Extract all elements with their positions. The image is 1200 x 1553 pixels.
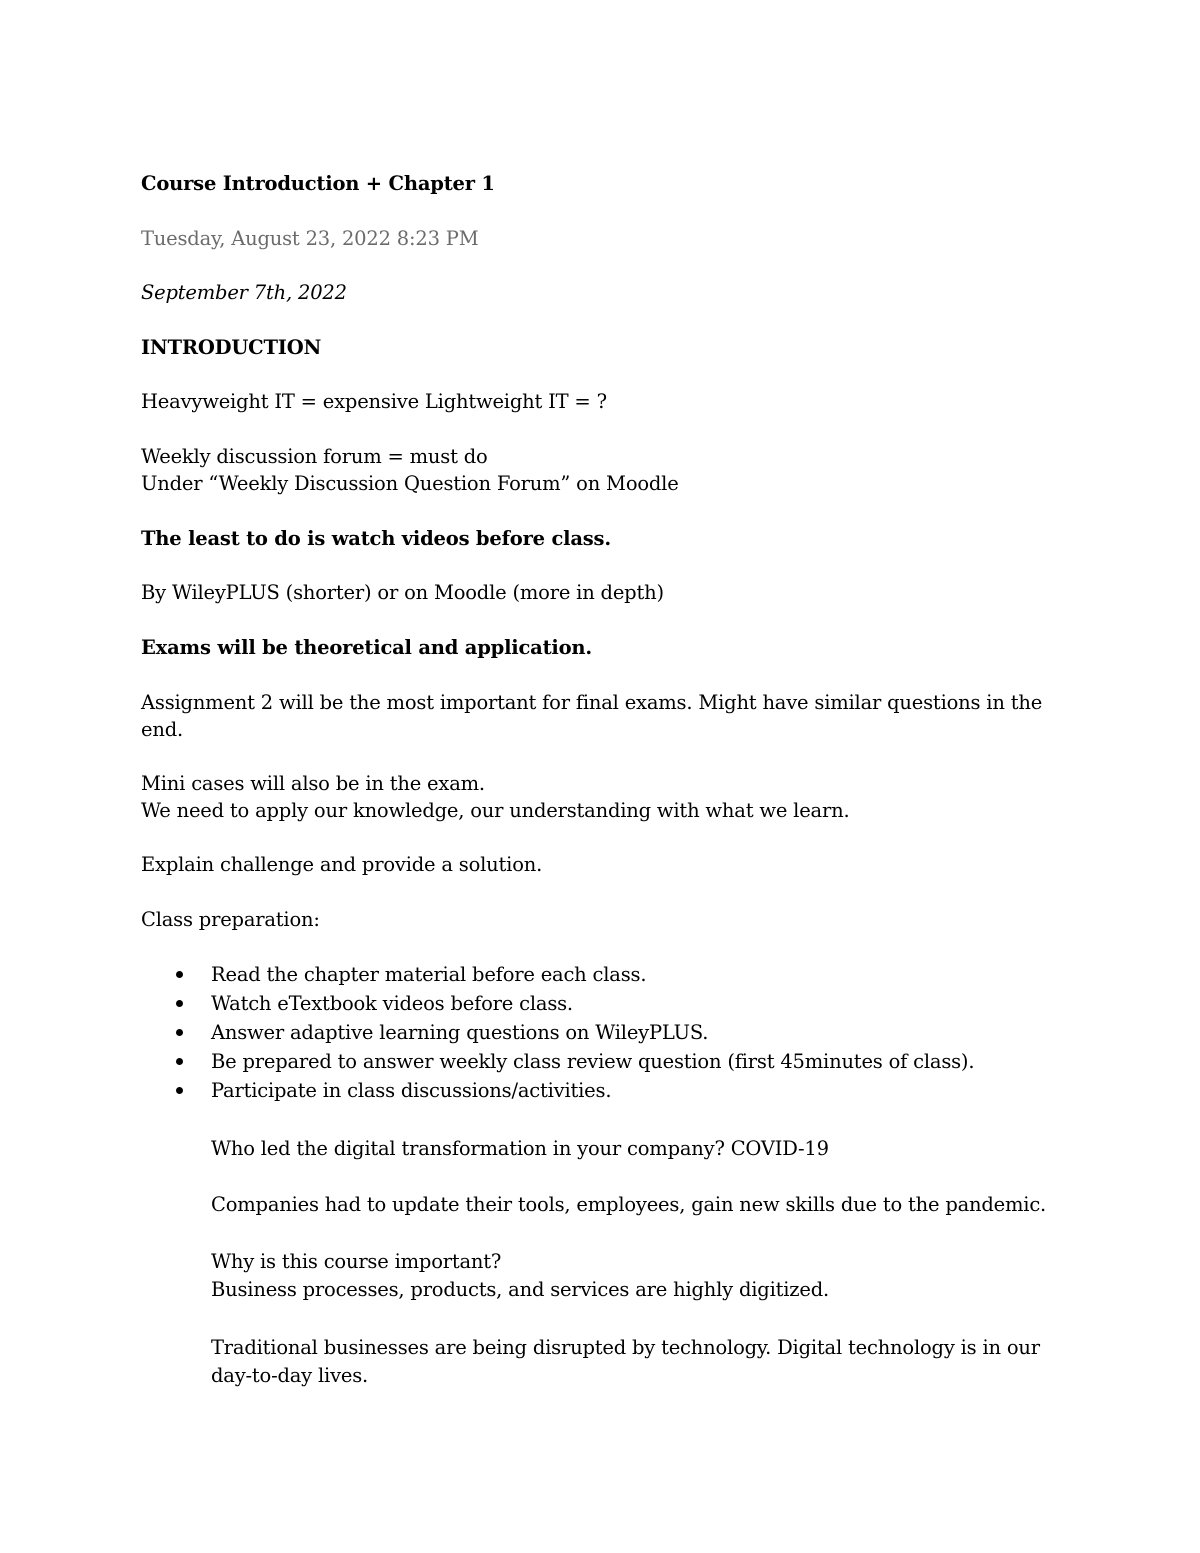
- paragraph-forum-line-1: Weekly discussion forum = must do: [141, 445, 488, 468]
- paragraph-forum-line-2: Under “Weekly Discussion Question Forum” on Moodle: [141, 472, 679, 495]
- list-item: [141, 1077, 1041, 1106]
- bullet-icon: [176, 1087, 183, 1094]
- list-item-text: Be prepared to answer weekly class review question (first 45minutes of class).: [211, 1050, 975, 1073]
- paragraph-class-prep: Class preparation:: [141, 908, 320, 931]
- paragraph-least: The least to do is watch videos before class.: [141, 527, 611, 550]
- created-timestamp: Tuesday, August 23, 2022 8:23 PM: [141, 227, 479, 250]
- paragraph-assignment-line-1: Assignment 2 will be the most important for final exams. Might have similar questions in the: [141, 691, 1043, 714]
- indented-traditional-line-2: day-to-day lives.: [211, 1364, 369, 1387]
- paragraph-mini-line-1: Mini cases will also be in the exam.: [141, 772, 485, 795]
- list-item: [141, 1048, 1041, 1077]
- paragraph-exams: Exams will be theoretical and application.: [141, 636, 593, 659]
- list-item-text: Watch eTextbook videos before class.: [211, 992, 573, 1015]
- indented-business-line: Business processes, products, and services are highly digitized.: [211, 1278, 829, 1301]
- indented-traditional-line-1: Traditional businesses are being disrupted by technology. Digital technology is in our: [211, 1336, 1040, 1359]
- bullet-icon: [176, 1029, 183, 1036]
- list-item-text: Answer adaptive learning questions on WileyPLUS.: [211, 1021, 709, 1044]
- page-title: Course Introduction + Chapter 1: [141, 172, 495, 195]
- indented-companies: Companies had to update their tools, employees, gain new skills due to the pandemic.: [211, 1193, 1047, 1216]
- bullet-icon: [176, 971, 183, 978]
- list-item-text: Participate in class discussions/activities.: [211, 1079, 612, 1102]
- paragraph-wiley: By WileyPLUS (shorter) or on Moodle (more in depth): [141, 581, 664, 604]
- paragraph-assignment-line-2: end.: [141, 718, 183, 741]
- paragraph-explain: Explain challenge and provide a solution.: [141, 853, 543, 876]
- paragraph-heavyweight: Heavyweight IT = expensive Lightweight IT = ?: [141, 390, 607, 413]
- paragraph-mini-line-2: We need to apply our knowledge, our understanding with what we learn.: [141, 799, 850, 822]
- bullet-icon: [176, 1058, 183, 1065]
- note-date: September 7th, 2022: [141, 281, 347, 304]
- indented-covid: Who led the digital transformation in your company? COVID-19: [211, 1137, 829, 1160]
- section-heading: INTRODUCTION: [141, 336, 322, 359]
- bullet-icon: [176, 1000, 183, 1007]
- list-item: [141, 1019, 1041, 1048]
- list-item-text: Read the chapter material before each class.: [211, 963, 647, 986]
- list-item: [141, 990, 1041, 1019]
- indented-why-line: Why is this course important?: [211, 1250, 502, 1273]
- list-item: [141, 961, 1041, 990]
